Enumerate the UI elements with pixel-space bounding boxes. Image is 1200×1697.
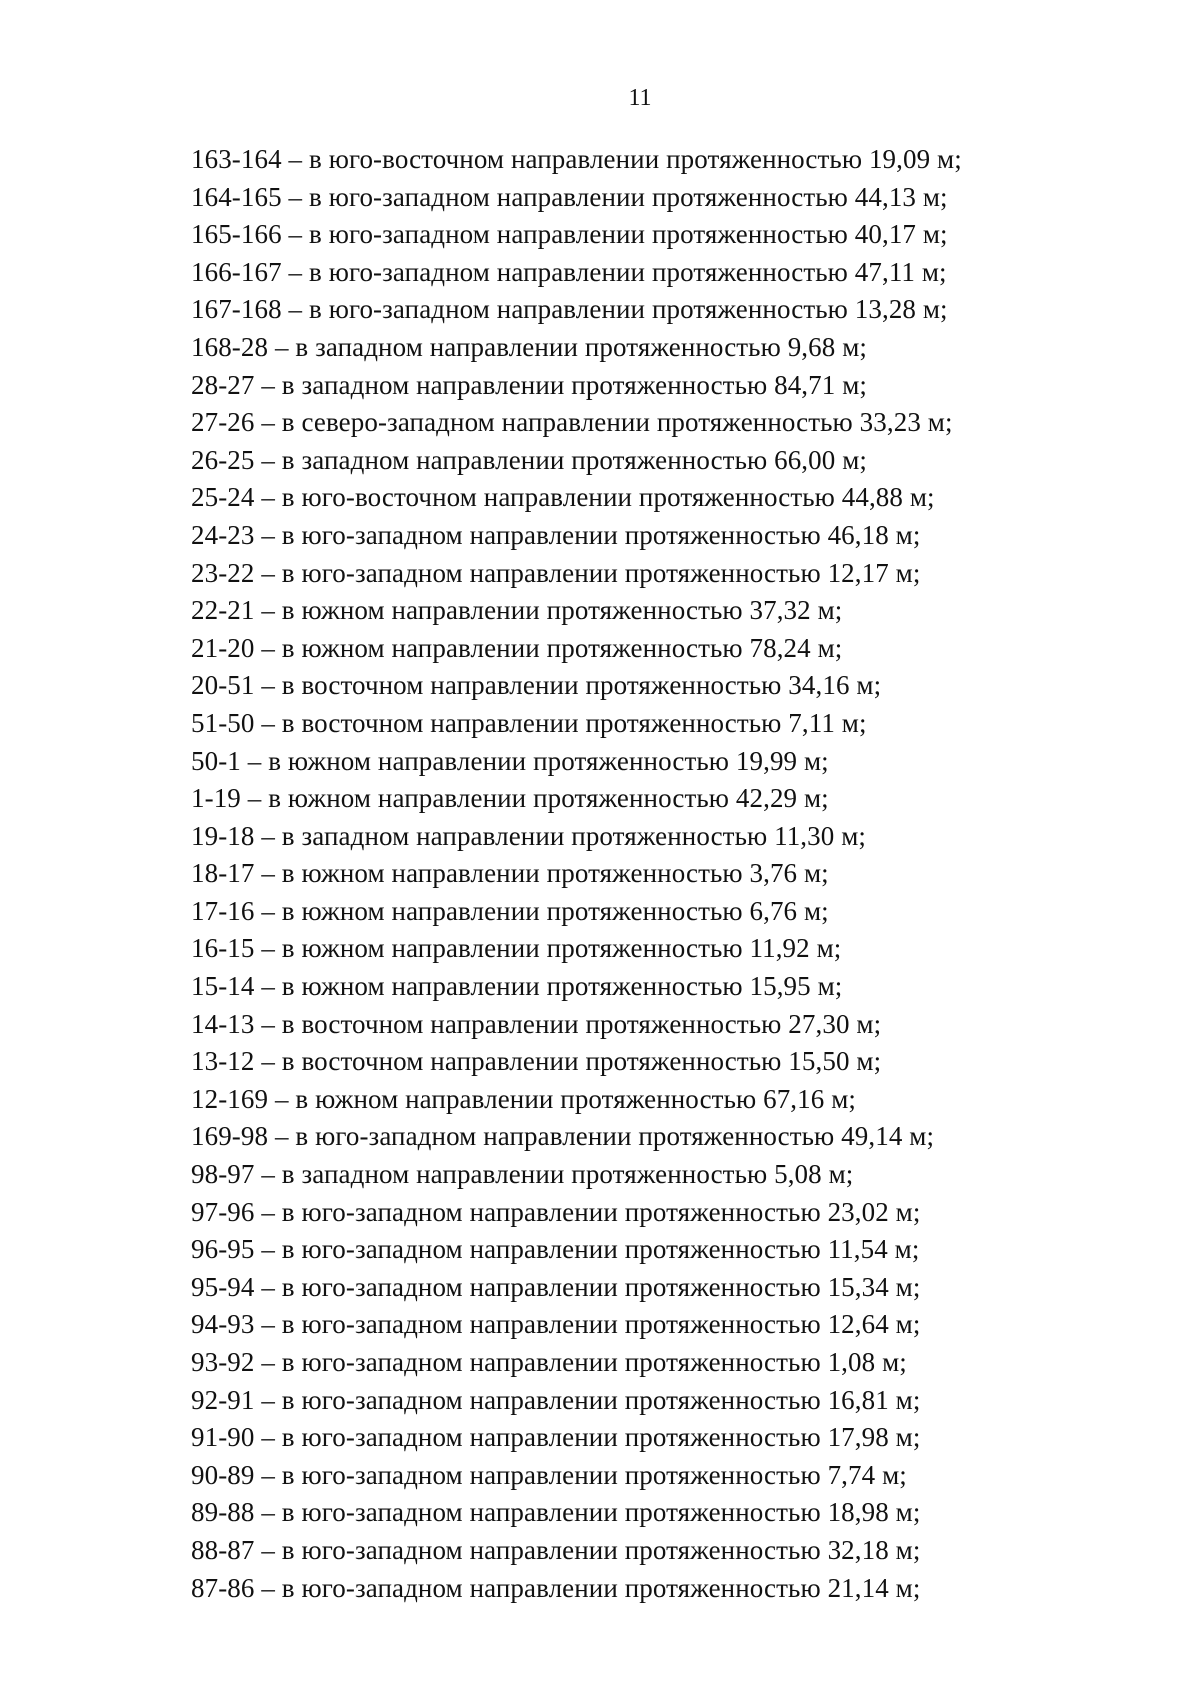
- boundary-line: 12-169 – в южном направлении протяженностью 67,16 м;: [191, 1083, 856, 1114]
- boundary-line: 15-14 – в южном направлении протяженностью 15,95 м;: [191, 971, 843, 1002]
- boundary-line: 51-50 – в восточном направлении протяженностью 7,11 м;: [191, 707, 867, 738]
- boundary-line: 98-97 – в западном направлении протяженностью 5,08 м;: [191, 1159, 854, 1190]
- boundary-line: 95-94 – в юго-западном направлении протяженностью 15,34 м;: [191, 1271, 921, 1302]
- boundary-line: 91-90 – в юго-западном направлении протяженностью 17,98 м;: [191, 1422, 921, 1453]
- boundary-line: 27-26 – в северо-западном направлении протяженностью 33,23 м;: [191, 407, 953, 438]
- boundary-line: 166-167 – в юго-западном направлении протяженностью 47,11 м;: [191, 256, 947, 287]
- boundary-line: 25-24 – в юго-восточном направлении протяженностью 44,88 м;: [191, 482, 935, 513]
- boundary-line: 22-21 – в южном направлении протяженностью 37,32 м;: [191, 595, 843, 626]
- boundary-line: 19-18 – в западном направлении протяженностью 11,30 м;: [191, 820, 866, 851]
- boundary-line: 94-93 – в юго-западном направлении протяженностью 12,64 м;: [191, 1309, 921, 1340]
- boundary-line: 26-25 – в западном направлении протяженностью 66,00 м;: [191, 444, 867, 475]
- boundary-line: 13-12 – в восточном направлении протяженностью 15,50 м;: [191, 1046, 882, 1077]
- boundary-line: 24-23 – в юго-западном направлении протяженностью 46,18 м;: [191, 519, 921, 550]
- boundary-line: 167-168 – в юго-западном направлении протяженностью 13,28 м;: [191, 294, 948, 325]
- boundary-line: 164-165 – в юго-западном направлении протяженностью 44,13 м;: [191, 181, 948, 212]
- boundary-line: 50-1 – в южном направлении протяженностью 19,99 м;: [191, 745, 829, 776]
- boundary-line: 163-164 – в юго-восточном направлении протяженностью 19,09 м;: [191, 144, 962, 174]
- page-number: 11: [628, 85, 652, 111]
- boundary-line: 21-20 – в южном направлении протяженностью 78,24 м;: [191, 632, 843, 663]
- boundary-line: 20-51 – в восточном направлении протяженностью 34,16 м;: [191, 670, 882, 701]
- boundary-line: 16-15 – в южном направлении протяженностью 11,92 м;: [191, 933, 842, 964]
- boundary-line: 169-98 – в юго-западном направлении протяженностью 49,14 м;: [191, 1121, 935, 1152]
- boundary-description-list: [191, 141, 962, 1607]
- boundary-line: 87-86 – в юго-западном направлении протяженностью 21,14 м;: [191, 1572, 921, 1603]
- boundary-line: 1-19 – в южном направлении протяженностью 42,29 м;: [191, 783, 829, 814]
- boundary-line: 165-166 – в юго-западном направлении протяженностью 40,17 м;: [191, 219, 948, 250]
- boundary-line: 28-27 – в западном направлении протяженностью 84,71 м;: [191, 369, 867, 400]
- boundary-line: 92-91 – в юго-западном направлении протяженностью 16,81 м;: [191, 1384, 921, 1415]
- boundary-line: 89-88 – в юго-западном направлении протяженностью 18,98 м;: [191, 1497, 921, 1528]
- boundary-line: 18-17 – в южном направлении протяженностью 3,76 м;: [191, 858, 829, 889]
- boundary-line: 97-96 – в юго-западном направлении протяженностью 23,02 м;: [191, 1196, 921, 1227]
- boundary-line: 88-87 – в юго-западном направлении протяженностью 32,18 м;: [191, 1534, 921, 1565]
- boundary-line: 14-13 – в восточном направлении протяженностью 27,30 м;: [191, 1008, 882, 1039]
- boundary-line: 168-28 – в западном направлении протяженностью 9,68 м;: [191, 331, 867, 362]
- boundary-line: 93-92 – в юго-западном направлении протяженностью 1,08 м;: [191, 1347, 907, 1377]
- boundary-line: 23-22 – в юго-западном направлении протяженностью 12,17 м;: [191, 557, 921, 588]
- boundary-line: 90-89 – в юго-западном направлении протяженностью 7,74 м;: [191, 1459, 907, 1490]
- boundary-line: 96-95 – в юго-западном направлении протяженностью 11,54 м;: [191, 1234, 920, 1265]
- boundary-line: 17-16 – в южном направлении протяженностью 6,76 м;: [191, 895, 829, 926]
